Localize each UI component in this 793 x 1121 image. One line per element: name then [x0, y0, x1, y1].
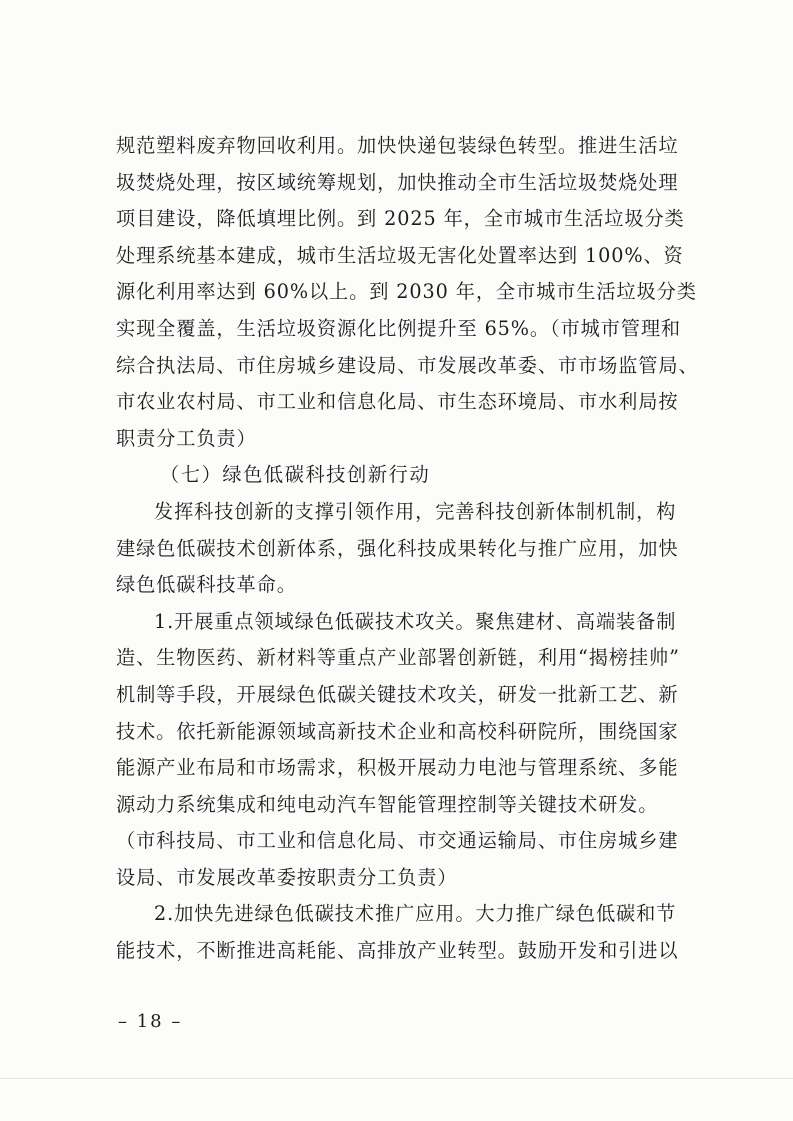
text-line: 能源产业布局和市场需求，积极开展动力电池与管理系统、多能 — [116, 756, 679, 780]
text-line: 处理系统基本建成，城市生活垃圾无害化处置率达到 100%、资 — [116, 243, 684, 267]
page-edge-divider — [0, 1078, 793, 1079]
text-line: 项目建设，降低填埋比例。到 2025 年，全市城市生活垃圾分类 — [116, 207, 685, 231]
document-body — [116, 128, 712, 970]
text-line: 市农业农村局、市工业和信息化局、市生态环境局、市水利局按 — [116, 390, 679, 414]
text-line: 能技术，不断推进高耗能、高排放产业转型。鼓励开发和引进以 — [116, 939, 679, 963]
text-line: 建绿色低碳技术创新体系，强化科技成果转化与推广应用，加快 — [116, 536, 679, 560]
text-line: 机制等手段，开展绿色低碳关键技术攻关，研发一批新工艺、新 — [116, 682, 679, 706]
text-line: （市科技局、市工业和信息化局、市交通运输局、市住房城乡建 — [116, 829, 679, 853]
page-number: – 18 – — [118, 1011, 183, 1032]
text-line: 综合执法局、市住房城乡建设局、市发展改革委、市市场监管局、 — [116, 353, 699, 377]
text-line: 源化利用率达到 60%以上。到 2030 年，全市城市生活垃圾分类 — [116, 280, 697, 304]
section-heading: （七）绿色低碳科技创新行动 — [160, 463, 431, 487]
text-line: 圾焚烧处理，按区域统筹规划，加快推动全市生活垃圾焚烧处理 — [116, 170, 679, 194]
text-line: 职责分工负责） — [116, 426, 257, 450]
paragraph-first-line: 发挥科技创新的支撑引领作用，完善科技创新体制机制，构 — [154, 499, 677, 523]
text-line: 技术。依托新能源领域高新技术企业和高校科研院所，围绕国家 — [116, 719, 679, 743]
text-line: 绿色低碳科技革命。 — [116, 573, 297, 597]
paragraph-first-line: 2.加快先进绿色低碳技术推广应用。大力推广绿色低碳和节 — [154, 902, 677, 926]
text-line: 设局、市发展改革委按职责分工负责） — [116, 865, 458, 889]
text-line: 源动力系统集成和纯电动汽车智能管理控制等关键技术研发。 — [116, 792, 659, 816]
text-line: 造、生物医药、新材料等重点产业部署创新链，利用“揭榜挂帅” — [116, 646, 680, 670]
paragraph-first-line: 1.开展重点领域绿色低碳技术攻关。聚焦建材、高端装备制 — [154, 609, 677, 633]
text-line: 实现全覆盖，生活垃圾资源化比例提升至 65%。（市城市管理和 — [116, 316, 682, 340]
text-line: 规范塑料废弃物回收利用。加快快递包装绿色转型。推进生活垃 — [116, 134, 679, 157]
